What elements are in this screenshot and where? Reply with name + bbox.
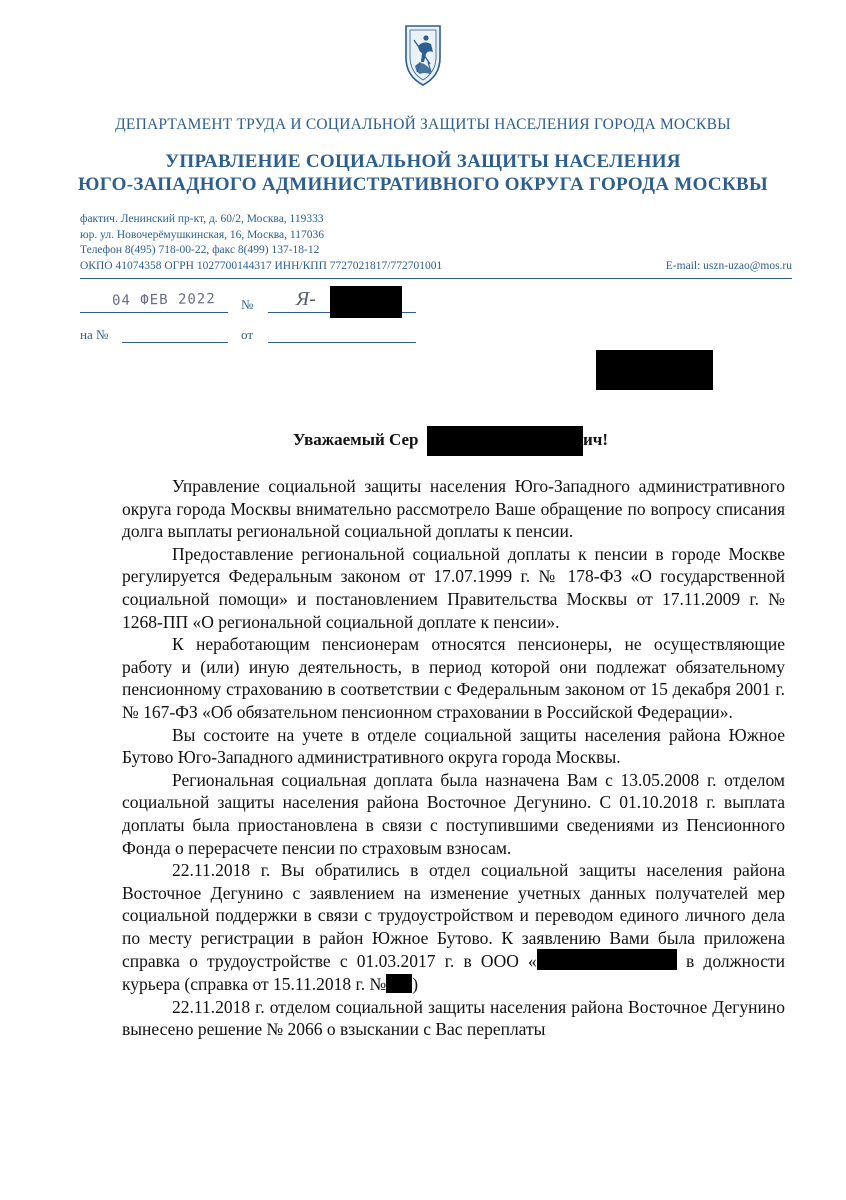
- date-stamp: 04 ФЕВ 2022: [111, 291, 216, 309]
- paragraph-text: 22.11.2018 г. Вы обратились в отдел социальной защиты населения района Восточное Дегунино с заявлением на изменение учетных данных получателей мер социальной поддержки в связи с трудоустройством и переводом единого личного дела по месту регистрации в район Южное Бутово. К заявлению Вами была приложена справка о трудоустройстве с 01.03.2017 г. в ООО «: [122, 860, 785, 972]
- paragraph: Предоставление региональной социальной доплаты к пенсии в городе Москве регулируется Федеральным законом от 17.07.1999 г. № 178-ФЗ «О государственной социальной помощи» и постановлением Правительства Москвы от 17.11.2009 г. № 1268-ПП «О региональной социальной доплате к пенсии».: [122, 543, 785, 632]
- salutation-start: Уважаемый Сер: [293, 430, 419, 449]
- actual-address: фактич. Ленинский пр-кт, д. 60/2, Москва, 119333: [80, 213, 324, 225]
- from-line: [268, 342, 416, 343]
- redaction-box: [596, 350, 713, 390]
- redaction-box: [386, 974, 412, 993]
- requisites-block: [80, 212, 792, 274]
- date-line: [80, 312, 228, 313]
- on-number-label: на №: [80, 327, 109, 342]
- redaction-box: [537, 949, 677, 970]
- paragraph-text: ): [412, 974, 419, 995]
- registration-codes: ОКПО 41074358 ОГРН 1027700144317 ИНН/КПП 7727021817/772701001: [80, 259, 443, 272]
- department-name: ДЕПАРТАМЕНТ ТРУДА И СОЦИАЛЬНОЙ ЗАЩИТЫ НАСЕЛЕНИЯ ГОРОДА МОСКВЫ: [115, 116, 731, 133]
- letter-body: [122, 475, 785, 1041]
- paragraph: Управление социальной защиты населения Юго-Западного административного округа города Москвы внимательно рассмотрело Ваше обращение по вопросу списания долга выплаты региональной социальной доплаты к пенсии.: [122, 476, 785, 542]
- redaction-box: [427, 426, 583, 456]
- office-name-line2: ЮГО-ЗАПАДНОГО АДМИНИСТРАТИВНОГО ОКРУГА ГОРОДА МОСКВЫ: [78, 174, 768, 195]
- paragraph: К неработающим пенсионерам относятся пенсионеры, не осуществляющие работу и (или) иную деятельность, в период которой они подлежат обязательному пенсионному страхованию в соответствии с Федеральным законом от 15 декабря 2001 г. № 167-ФЗ «Об обязательном пенсионном страховании в Российской Федерации».: [122, 634, 785, 722]
- office-name: [0, 150, 846, 196]
- email-address: E-mail: uszn-uzao@mos.ru: [665, 259, 792, 272]
- paragraph: Вы состоите на учете в отделе социальной защиты населения района Южное Бутово Юго-Западного административного округа города Москвы.: [122, 724, 785, 768]
- number-label: №: [241, 297, 254, 312]
- paragraph: 22.11.2018 г. отделом социальной защиты населения района Восточное Дегунино вынесено решение № 2066 о взыскании с Вас переплаты: [122, 996, 785, 1040]
- paragraph: Региональная социальная доплата была назначена Вам с 13.05.2008 г. отделом социальной защиты населения района Восточное Дегунино. С 01.10.2018 г. выплата доплаты была приостановлена в связи с поступившими сведениями из Пенсионного Фонда о перерасчете пенсии по страховым взносам.: [122, 769, 785, 858]
- from-label: от: [241, 327, 254, 342]
- letterhead-divider: [80, 278, 792, 279]
- handwritten-number: Я-: [296, 288, 316, 310]
- phone-fax: Телефон 8(495) 718-00-22, факс 8(499) 137-18-12: [80, 244, 320, 256]
- on-number-line: [122, 342, 228, 343]
- paragraph: [122, 859, 785, 996]
- office-name-line1: УПРАВЛЕНИЕ СОЦИАЛЬНОЙ ЗАЩИТЫ НАСЕЛЕНИЯ: [165, 151, 681, 172]
- salutation-end: ич!: [583, 430, 609, 449]
- moscow-coat-of-arms-icon: [400, 22, 446, 88]
- redaction-box: [330, 286, 402, 318]
- legal-address: юр. ул. Новочерёмушкинская, 16, Москва, 117036: [80, 228, 324, 241]
- paragraph-text: в должности курьера (справка от 15.11.2018 г. №: [122, 951, 785, 995]
